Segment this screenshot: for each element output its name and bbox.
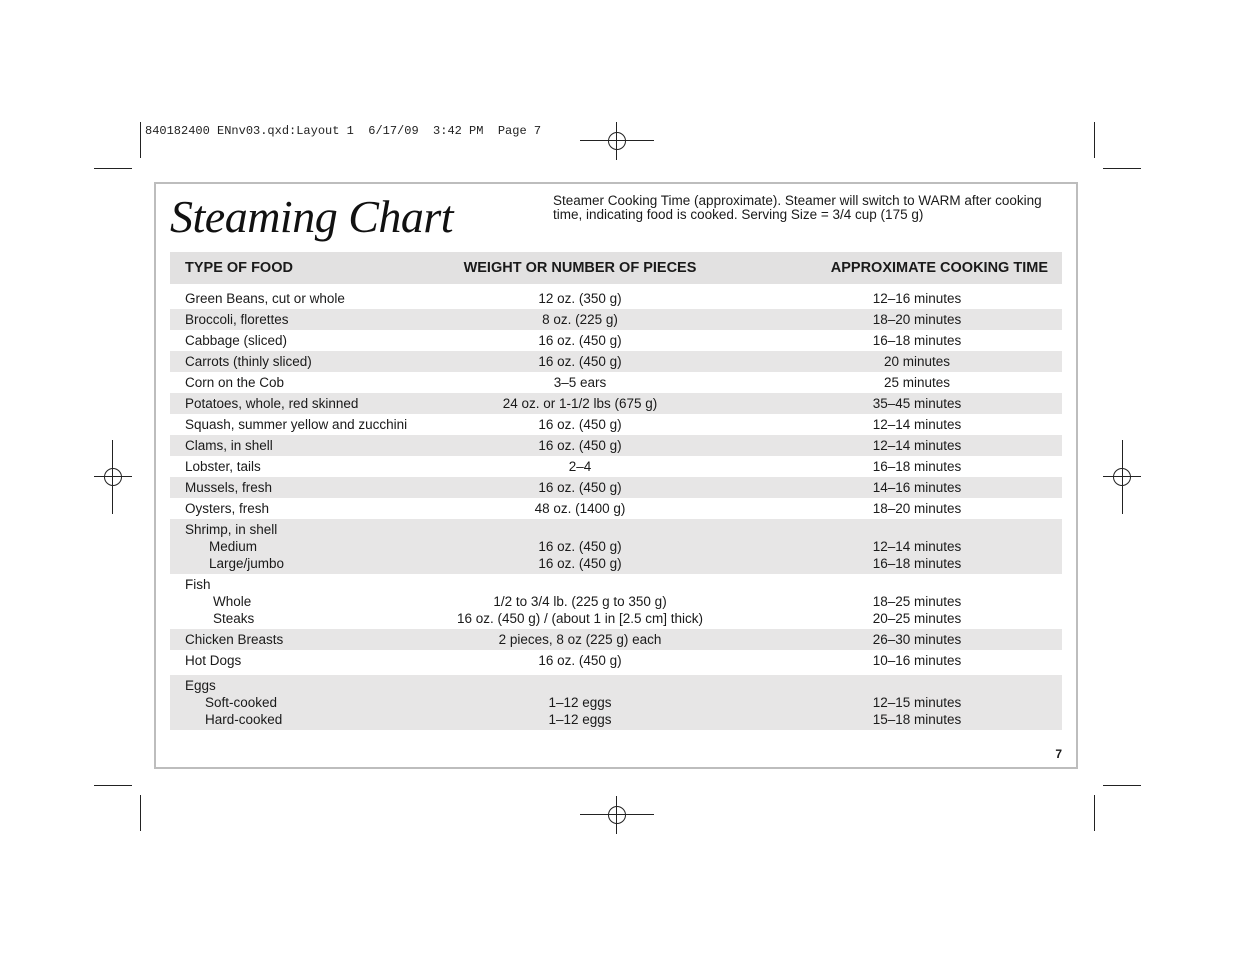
sub-item-label: Whole — [213, 594, 252, 609]
time-cell: 20 minutes — [883, 354, 951, 369]
weight-cell — [446, 538, 714, 572]
group-label: Shrimp, in shell — [185, 522, 278, 537]
table-row-group-fish — [170, 574, 1062, 629]
time-cell: 18–20 minutes — [872, 312, 962, 327]
weight-cell: 3–5 ears — [553, 375, 607, 390]
sub-weight: 1/2 to 3/4 lb. (225 g to 350 g) — [493, 594, 667, 609]
weight-cell: 16 oz. (450 g) — [538, 354, 622, 369]
food-cell: Mussels, fresh — [185, 480, 273, 495]
table-row — [170, 372, 1062, 393]
weight-cell: 24 oz. or 1-1/2 lbs (675 g) — [502, 396, 658, 411]
weight-cell: 2–4 — [568, 459, 592, 474]
header-time: APPROXIMATE COOKING TIME — [830, 260, 1048, 276]
page-title: Steaming Chart — [170, 191, 454, 242]
time-cell: 12–14 minutes — [872, 417, 962, 432]
crop-mark — [1103, 168, 1141, 169]
steaming-table — [170, 252, 1062, 730]
time-cell: 25 minutes — [883, 375, 951, 390]
sub-item-label: Steaks — [213, 611, 255, 626]
sub-weight: 16 oz. (450 g) — [538, 556, 622, 571]
time-cell: 18–20 minutes — [872, 501, 962, 516]
table-row — [170, 456, 1062, 477]
food-cell: Carrots (thinly sliced) — [185, 354, 312, 369]
food-cell — [170, 576, 446, 627]
sub-item-label: Hard-cooked — [205, 712, 283, 727]
food-cell — [170, 677, 446, 728]
table-row — [170, 351, 1062, 372]
crop-mark — [1103, 785, 1141, 786]
sub-time: 12–14 minutes — [872, 539, 962, 554]
table-row — [170, 477, 1062, 498]
weight-cell: 16 oz. (450 g) — [538, 417, 622, 432]
food-cell: Lobster, tails — [185, 459, 261, 474]
weight-cell — [446, 694, 714, 728]
group-label: Eggs — [185, 678, 216, 693]
time-cell: 12–16 minutes — [872, 291, 962, 306]
time-cell — [714, 694, 1062, 728]
table-row — [170, 498, 1062, 519]
time-cell: 16–18 minutes — [872, 333, 962, 348]
food-cell: Hot Dogs — [185, 653, 242, 668]
food-cell: Potatoes, whole, red skinned — [185, 396, 359, 411]
table-header — [170, 252, 1062, 284]
crop-mark — [1094, 122, 1095, 158]
table-row — [170, 288, 1062, 309]
table-row — [170, 309, 1062, 330]
food-cell — [170, 521, 446, 572]
sub-weight: 1–12 eggs — [548, 712, 612, 727]
food-cell: Broccoli, florettes — [185, 312, 289, 327]
table-row — [170, 330, 1062, 351]
sub-time: 12–15 minutes — [872, 695, 962, 710]
header-food: TYPE OF FOOD — [185, 260, 293, 276]
weight-cell: 16 oz. (450 g) — [538, 653, 622, 668]
sub-time: 20–25 minutes — [872, 611, 962, 626]
page-number: 7 — [1055, 747, 1062, 761]
sub-item-label: Medium — [209, 539, 258, 554]
registration-mark-right — [1103, 458, 1141, 496]
sub-time: 18–25 minutes — [872, 594, 962, 609]
crop-mark — [1094, 795, 1095, 831]
time-cell: 35–45 minutes — [872, 396, 962, 411]
food-cell: Cabbage (sliced) — [185, 333, 288, 348]
weight-cell: 16 oz. (450 g) — [538, 480, 622, 495]
weight-cell: 8 oz. (225 g) — [542, 312, 618, 327]
weight-cell: 2 pieces, 8 oz (225 g) each — [498, 632, 662, 647]
sub-item-label: Soft-cooked — [205, 695, 278, 710]
food-cell: Squash, summer yellow and zucchini — [185, 417, 408, 432]
registration-mark-bottom — [598, 796, 636, 834]
print-slug: 840182400 ENnv03.qxd:Layout 1 6/17/09 3:42 PM Page 7 — [145, 124, 542, 138]
time-cell — [714, 593, 1062, 627]
weight-cell — [446, 593, 714, 627]
time-cell — [714, 538, 1062, 572]
time-cell: 10–16 minutes — [872, 653, 962, 668]
sub-time: 15–18 minutes — [872, 712, 962, 727]
table-row — [170, 629, 1062, 650]
time-cell: 26–30 minutes — [872, 632, 962, 647]
crop-mark — [94, 168, 132, 169]
time-cell: 16–18 minutes — [872, 459, 962, 474]
intro-text: Steamer Cooking Time (approximate). Steamer will switch to WARM after cooking time, indicating food is cooked. Serving Size = 3/4 cup (175 g) — [553, 193, 1042, 222]
food-cell: Green Beans, cut or whole — [185, 291, 345, 306]
sub-item-label: Large/jumbo — [209, 556, 285, 571]
steaming-chart-panel — [154, 182, 1078, 769]
food-cell: Oysters, fresh — [185, 501, 270, 516]
crop-mark — [94, 785, 132, 786]
weight-cell: 48 oz. (1400 g) — [534, 501, 626, 516]
sub-weight: 1–12 eggs — [548, 695, 612, 710]
food-cell: Clams, in shell — [185, 438, 273, 453]
table-row-group-eggs — [170, 675, 1062, 730]
weight-cell: 16 oz. (450 g) — [538, 438, 622, 453]
time-cell: 14–16 minutes — [872, 480, 962, 495]
table-row — [170, 393, 1062, 414]
time-cell: 12–14 minutes — [872, 438, 962, 453]
table-row — [170, 414, 1062, 435]
table-row — [170, 435, 1062, 456]
header-weight: WEIGHT OR NUMBER OF PIECES — [463, 260, 697, 276]
food-cell: Corn on the Cob — [185, 375, 285, 390]
sub-time: 16–18 minutes — [872, 556, 962, 571]
food-cell: Chicken Breasts — [185, 632, 284, 647]
registration-mark-top — [598, 122, 636, 160]
crop-mark — [140, 795, 141, 831]
crop-mark — [140, 122, 141, 158]
table-row — [170, 650, 1062, 671]
registration-mark-left — [94, 458, 132, 496]
sub-weight: 16 oz. (450 g) — [538, 539, 622, 554]
weight-cell: 12 oz. (350 g) — [538, 291, 622, 306]
weight-cell: 16 oz. (450 g) — [538, 333, 622, 348]
table-row-group-shrimp — [170, 519, 1062, 574]
sub-weight: 16 oz. (450 g) / (about 1 in [2.5 cm] thick) — [456, 611, 704, 626]
group-label: Fish — [185, 577, 211, 592]
